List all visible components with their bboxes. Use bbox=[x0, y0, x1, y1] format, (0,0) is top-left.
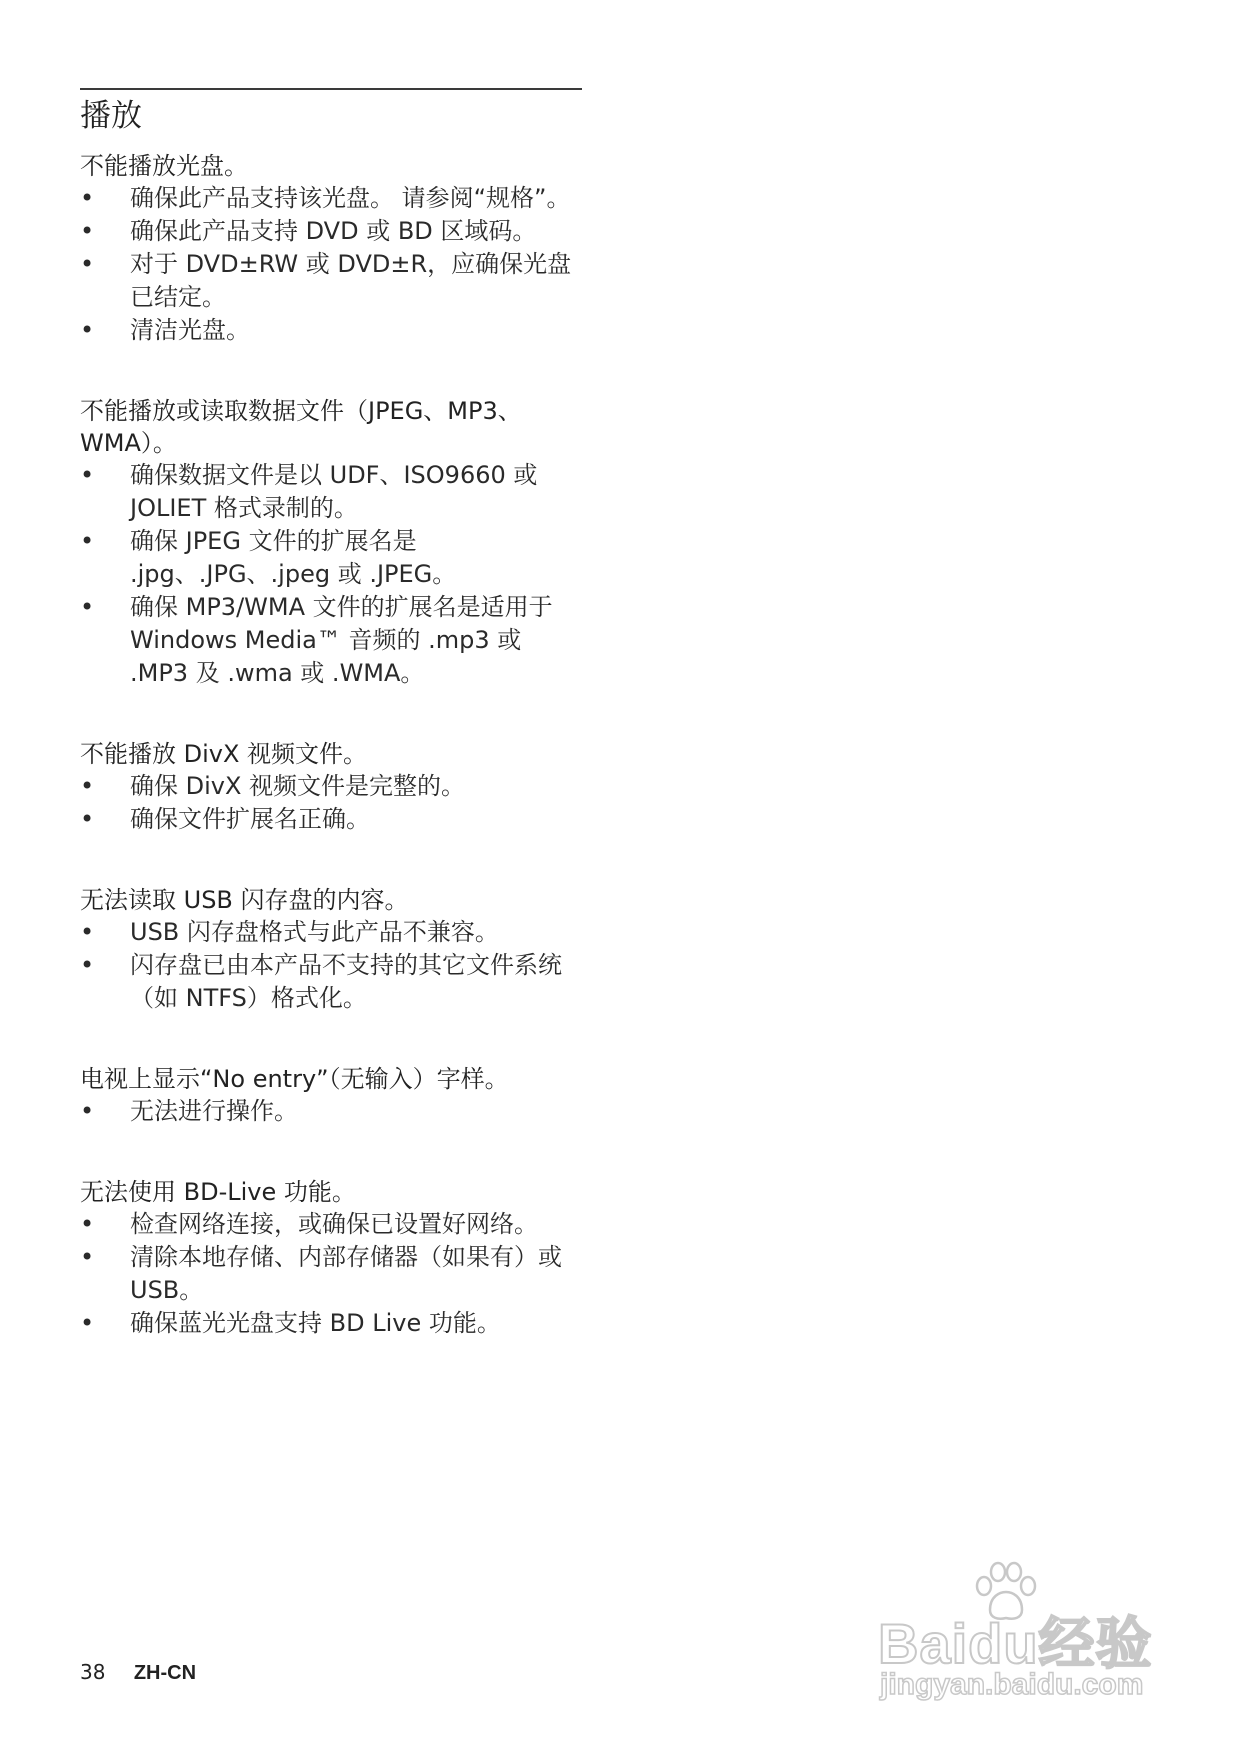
list-item bbox=[80, 248, 582, 314]
block-heading: 无法使用 BD-Live 功能。 bbox=[80, 1178, 356, 1206]
bullet-icon: • bbox=[80, 461, 95, 489]
list-item-text: 确保 JPEG 文件的扩展名是 .jpg、.JPG、.jpeg 或 .JPEG。 bbox=[130, 527, 457, 588]
list-item-text: 清除本地存储、内部存储器（如果有）或 USB。 bbox=[130, 1243, 562, 1304]
list-item-text: 确保此产品支持该光盘。 请参阅“规格”。 bbox=[130, 184, 571, 212]
page-content bbox=[80, 88, 582, 1388]
list-item bbox=[80, 803, 582, 836]
list-item-text: 确保 MP3/WMA 文件的扩展名是适用于 Windows Media™ 音频的 .mp3 或 .MP3 及 .wma 或 .WMA。 bbox=[130, 593, 553, 687]
list-item-text: 无法进行操作。 bbox=[130, 1097, 298, 1125]
bullet-icon: • bbox=[80, 1309, 95, 1337]
list-item bbox=[80, 916, 582, 949]
bullet-list bbox=[80, 182, 582, 347]
list-item bbox=[80, 770, 582, 803]
list-item-text: 确保此产品支持 DVD 或 BD 区域码。 bbox=[130, 217, 537, 245]
page-number: 38 bbox=[80, 1660, 106, 1684]
block-heading: 不能播放或读取数据文件（JPEG、MP3、WMA）。 bbox=[80, 397, 522, 457]
list-item-text: 确保数据文件是以 UDF、ISO9660 或 JOLIET 格式录制的。 bbox=[130, 461, 538, 522]
list-item-text: 检查网络连接，或确保已设置好网络。 bbox=[130, 1210, 538, 1238]
list-item-text: 清洁光盘。 bbox=[130, 316, 250, 344]
section-title: 播放 bbox=[80, 98, 142, 134]
bullet-icon: • bbox=[80, 527, 95, 555]
block-heading: 不能播放光盘。 bbox=[80, 152, 248, 180]
bullet-list bbox=[80, 459, 582, 690]
list-item-text: 确保文件扩展名正确。 bbox=[130, 805, 370, 833]
list-item bbox=[80, 1095, 582, 1128]
block-heading: 电视上显示“No entry”（无输入）字样。 bbox=[80, 1065, 509, 1093]
list-item bbox=[80, 182, 582, 215]
bullet-list bbox=[80, 1208, 582, 1340]
section-rule bbox=[80, 88, 582, 90]
block-heading: 不能播放 DivX 视频文件。 bbox=[80, 740, 368, 768]
watermark-logo-text: Baidu经验 bbox=[878, 1612, 1153, 1675]
baidu-watermark bbox=[878, 1560, 1178, 1710]
page-footer bbox=[80, 1660, 196, 1685]
bullet-icon: • bbox=[80, 1243, 95, 1271]
list-item bbox=[80, 591, 582, 690]
bullet-icon: • bbox=[80, 250, 95, 278]
bullet-list bbox=[80, 916, 582, 1015]
trouble-block-data-files bbox=[80, 395, 582, 690]
list-item bbox=[80, 949, 582, 1015]
bullet-icon: • bbox=[80, 1210, 95, 1238]
list-item-text: 确保蓝光光盘支持 BD Live 功能。 bbox=[130, 1309, 501, 1337]
bullet-icon: • bbox=[80, 217, 95, 245]
trouble-block-usb bbox=[80, 884, 582, 1015]
trouble-block-disc bbox=[80, 150, 582, 347]
list-item bbox=[80, 1307, 582, 1340]
list-item-text: USB 闪存盘格式与此产品不兼容。 bbox=[130, 918, 499, 946]
bullet-icon: • bbox=[80, 593, 95, 621]
bullet-icon: • bbox=[80, 316, 95, 344]
trouble-block-no-entry bbox=[80, 1063, 582, 1128]
list-item bbox=[80, 1208, 582, 1241]
bullet-list bbox=[80, 770, 582, 836]
list-item-text: 对于 DVD±RW 或 DVD±R，应确保光盘已结定。 bbox=[130, 250, 572, 311]
list-item-text: 闪存盘已由本产品不支持的其它文件系统（如 NTFS）格式化。 bbox=[130, 951, 562, 1012]
trouble-block-divx bbox=[80, 738, 582, 836]
bullet-icon: • bbox=[80, 918, 95, 946]
bullet-icon: • bbox=[80, 951, 95, 979]
list-item bbox=[80, 525, 582, 591]
list-item bbox=[80, 215, 582, 248]
bullet-icon: • bbox=[80, 1097, 95, 1125]
list-item bbox=[80, 314, 582, 347]
bullet-icon: • bbox=[80, 184, 95, 212]
trouble-block-bd-live bbox=[80, 1176, 582, 1340]
language-code: ZH-CN bbox=[133, 1662, 197, 1684]
bullet-list bbox=[80, 1095, 582, 1128]
block-heading: 无法读取 USB 闪存盘的内容。 bbox=[80, 886, 409, 914]
watermark-url: jingyan.baidu.com bbox=[880, 1668, 1144, 1701]
bullet-icon: • bbox=[80, 805, 95, 833]
list-item bbox=[80, 1241, 582, 1307]
list-item-text: 确保 DivX 视频文件是完整的。 bbox=[130, 772, 466, 800]
list-item bbox=[80, 459, 582, 525]
bullet-icon: • bbox=[80, 772, 95, 800]
